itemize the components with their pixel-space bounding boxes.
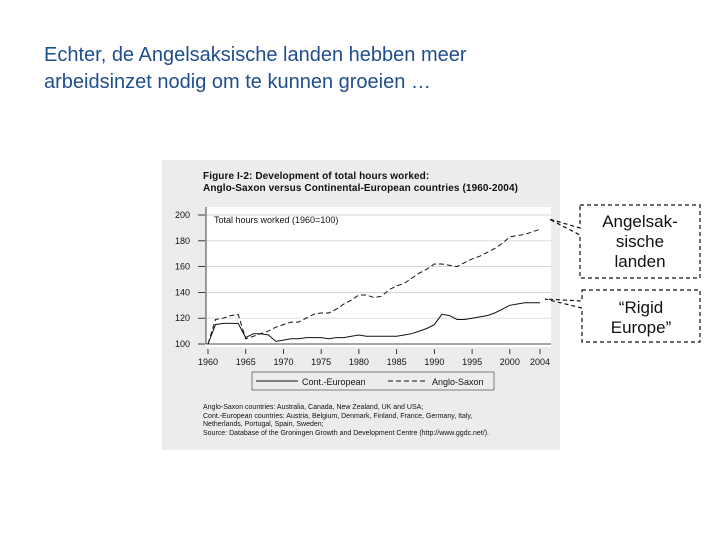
x-axis <box>198 344 551 367</box>
x-tick-label-2000: 2000 <box>499 357 520 367</box>
x-tick-label-1995: 1995 <box>462 357 483 367</box>
figure-title-line-2: Anglo-Saxon versus Continental-European countries (1960-2004) <box>203 183 519 194</box>
figure-notes <box>203 404 489 438</box>
chart-inner-label: Total hours worked (1960=100) <box>214 215 339 225</box>
x-tick-label-1980: 1980 <box>348 357 369 367</box>
x-tick-label-2004: 2004 <box>529 357 551 367</box>
callout-anglo-line-3: landen <box>614 252 666 271</box>
figure-note-line-4: Source: Database of the Groningen Growth and Development Centre (http://www.ggdc.net/). <box>203 429 489 437</box>
x-tick-label-1960: 1960 <box>197 357 219 367</box>
legend-label-anglo-saxon: Anglo-Saxon <box>432 377 484 387</box>
y-tick-label-160: 160 <box>174 261 190 272</box>
y-tick-label-120: 120 <box>174 313 190 324</box>
figure-note-line-3: Netherlands, Portugal, Spain, Sweden; <box>203 421 324 429</box>
x-tick-label-1970: 1970 <box>273 357 294 367</box>
x-tick-label-1990: 1990 <box>424 357 445 367</box>
y-tick-label-180: 180 <box>174 235 190 246</box>
callout-anglo-text <box>584 212 696 272</box>
legend <box>252 372 494 390</box>
legend-label-cont-european: Cont.-European <box>302 377 366 387</box>
y-tick-label-140: 140 <box>174 287 190 298</box>
plot-area <box>206 207 551 347</box>
slide-title-line-2: arbeidsinzet nodig om te kunnen groeien … <box>44 71 431 93</box>
y-tick-label-200: 200 <box>174 210 190 220</box>
x-tick-label-1985: 1985 <box>386 357 407 367</box>
callout-europe-text <box>586 298 696 338</box>
x-tick-label-1975: 1975 <box>311 357 332 367</box>
x-tick-label-1965: 1965 <box>235 357 256 367</box>
callout-anglo-line-2: sische <box>615 232 665 251</box>
callout-anglo-line-1: Angelsak- <box>602 212 678 231</box>
figure-title-line-1: Figure I-2: Development of total hours worked: <box>203 171 430 182</box>
callout-europe-line-2: Europe” <box>610 318 672 337</box>
y-axis <box>175 207 206 349</box>
slide-title-line-1: Echter, de Angelsaksische landen hebben meer <box>44 44 467 66</box>
callout-europe-line-1: “Rigid <box>618 298 664 317</box>
figure-note-line-1: Anglo-Saxon countries: Australia, Canada, New Zealand, UK and USA; <box>203 404 424 411</box>
y-tick-label-100: 100 <box>174 339 190 349</box>
figure-note-line-2: Cont.-European countries: Austria, Belgium, Denmark, Finland, France, Germany, Italy, <box>203 412 473 420</box>
